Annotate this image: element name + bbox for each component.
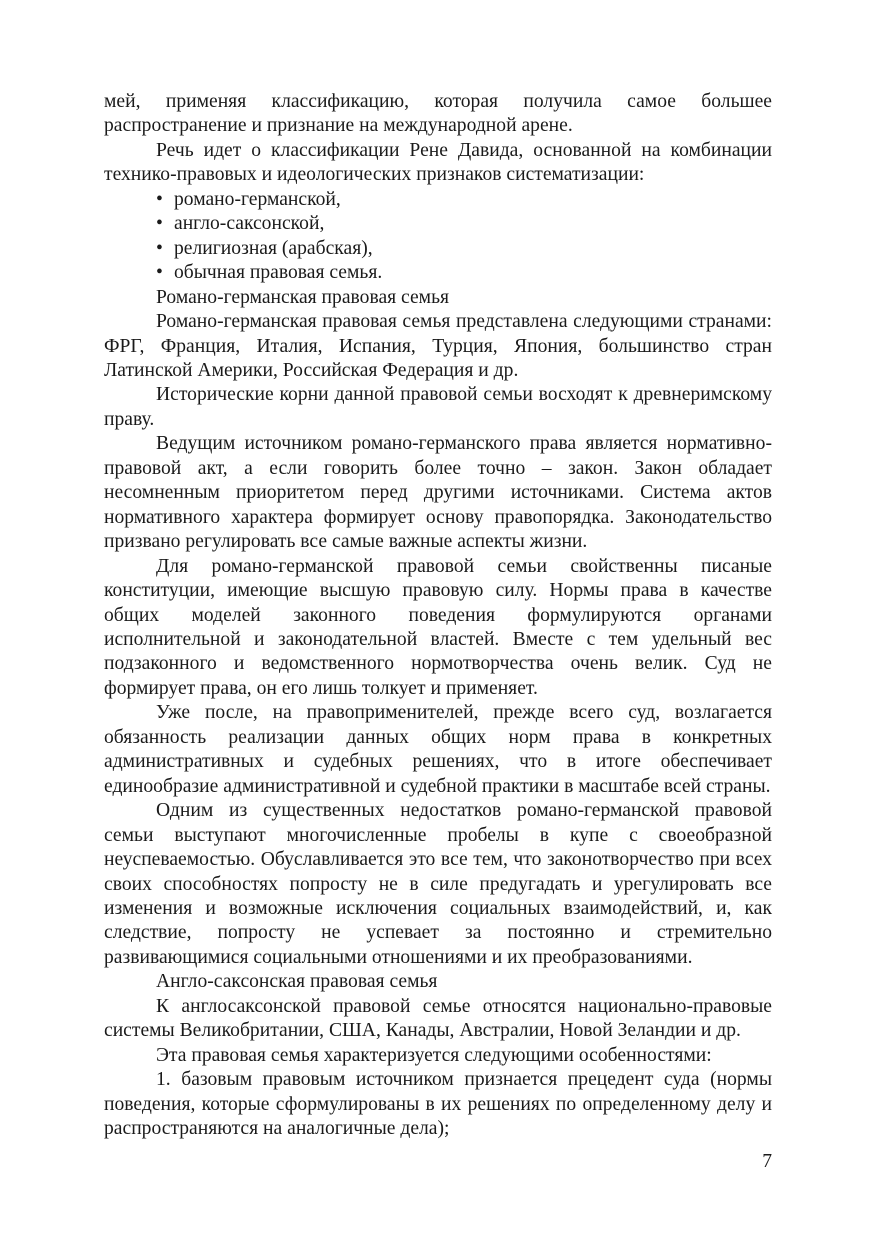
list-item-text: обычная правовая семья. [174, 262, 383, 284]
paragraph: Эта правовая семья характеризуется следующими особенностями: [156, 1044, 712, 1066]
paragraph: Ведущим источником романо-германского права является нормативно-правовой акт, а если говорить более точно – закон. Закон обладает несомненным приоритетом перед другими источниками. Система актов нормативного характера формирует основу правопорядка. Законодательство призвано регулировать все самые важные аспекты жизни. [104, 433, 772, 553]
list-item [156, 261, 772, 285]
bullet-icon: • [156, 262, 163, 284]
bullet-icon: • [156, 188, 163, 210]
paragraph: Исторические корни данной правовой семьи восходят к древнеримскому праву. [104, 384, 772, 430]
paragraph-numbered-item: 1. базовым правовым источником признается прецедент суда (нормы поведения, которые сформулированы в их решениях по определенному делу и распространяются на аналогичные дела); [104, 1069, 772, 1140]
list-item [156, 212, 772, 236]
list-item-text: англо-саксонской, [174, 213, 325, 235]
page-number: 7 [762, 1151, 772, 1172]
paragraph: Романо-германская правовая семья представлена следующими странами: ФРГ, Франция, Италия, Испания, Турция, Япония, большинство стран Латинской Америки, Российская Федерация и др. [104, 311, 772, 381]
list-item-text: религиозная (арабская), [174, 237, 373, 259]
bullet-icon: • [156, 237, 163, 259]
list-item [156, 237, 772, 261]
list-item [156, 188, 772, 212]
legal-families-list [104, 188, 772, 286]
paragraph: Для романо-германской правовой семьи свойственны писаные конституции, имеющие высшую правовую силу. Нормы права в качестве общих моделей законного поведения формулируются органами исполнительной и законодательной властей. Вместе с тем удельный вес подзаконного и ведомственного нормотворчества очень велик. Суд не формирует права, он его лишь толкует и применяет. [104, 555, 772, 699]
section-heading-romano-germanic: Романо-германская правовая семья [156, 286, 450, 308]
paragraph: Уже после, на правоприменителей, прежде всего суд, возлагается обязанность реализации данных общих норм права в конкретных административных и судебных решениях, что в итоге обеспечивает единообразие административной и судебной практики в масштабе всей страны. [104, 702, 772, 797]
paragraph-continuation: мей, применяя классификацию, которая получила самое большее распространение и признание на международной арене. [104, 91, 772, 137]
paragraph-classification-intro: Речь идет о классификации Рене Давида, основанной на комбинации технико-правовых и идеологических признаков систематизации: [104, 139, 772, 186]
paragraph: К англосаксонской правовой семье относятся национально-правовые системы Великобритании, США, Канады, Австралии, Новой Зеландии и др. [104, 995, 772, 1042]
paragraph: Одним из существенных недостатков романо-германской правовой семьи выступают многочисленные пробелы в купе с своеобразной неуспеваемостью. Обуславливается это все тем, что законотворчество при всех своих способностях попросту не в силе предугадать и урегулировать все изменения и возможные исключения социальных взаимодействий, и, как следствие, попросту не успевает за постоянно и стремительно развивающимися социальными отношениями и их преобразованиями. [104, 800, 772, 968]
list-item-text: романо-германской, [174, 188, 341, 210]
section-heading-anglo-saxon: Англо-саксонская правовая семья [156, 971, 438, 993]
bullet-icon: • [156, 213, 163, 235]
page-body [104, 90, 772, 1141]
